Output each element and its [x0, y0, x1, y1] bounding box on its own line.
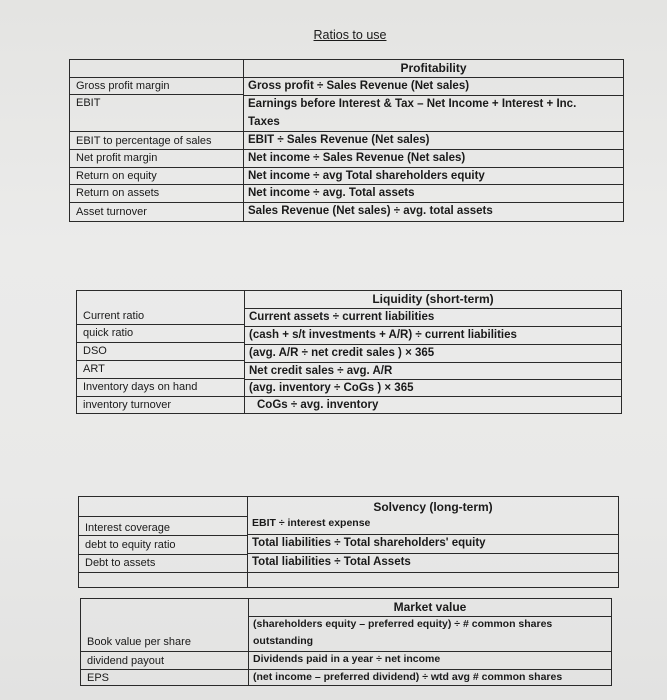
market-formulas: [248, 599, 611, 685]
formula-empty: [248, 573, 618, 587]
solvency-table: [78, 496, 619, 588]
formula-book-value-line1: (shareholders equity – preferred equity) ÷ # common shares: [253, 618, 553, 630]
formula-asset-turnover: Sales Revenue (Net sales) ÷ avg. total assets: [248, 205, 493, 217]
profitability-labels: [70, 60, 243, 221]
label-inventory-turnover: inventory turnover: [83, 399, 172, 411]
liquidity-formulas: [244, 291, 621, 413]
label-return-on-assets: Return on assets: [70, 185, 243, 203]
formula-ebit-line2: Taxes: [244, 114, 623, 132]
solvency-labels: [79, 497, 247, 587]
label-debt-to-equity: debt to equity ratio: [79, 536, 247, 555]
label-net-profit-margin: Net profit margin: [70, 150, 243, 168]
formula-inventory-days: (avg. inventory ÷ CoGs ) × 365: [245, 380, 621, 397]
formula-return-on-equity: Net income ÷ avg Total shareholders equity: [244, 168, 623, 185]
label-current-ratio: Current ratio: [77, 307, 244, 325]
liquidity-header: Liquidity (short-term): [245, 291, 621, 309]
label-dso: DSO: [77, 343, 244, 361]
label-quick-ratio: quick ratio: [77, 325, 244, 343]
formula-ebit-percentage-sales: EBIT ÷ Sales Revenue (Net sales): [244, 132, 623, 150]
formula-quick-ratio: (cash + s/t investments + A/R) ÷ current liabilities: [245, 327, 621, 345]
formula-dso: (avg. A/R ÷ net credit sales ) × 365: [245, 345, 621, 363]
market-header: Market value: [249, 599, 611, 617]
formula-book-value-line2: outstanding: [249, 634, 611, 652]
label-book-value-per-share: Book value per share: [81, 616, 248, 652]
formula-return-on-assets: Net income ÷ avg. Total assets: [244, 185, 623, 203]
formula-dividend-payout: Dividends paid in a year ÷ net income: [249, 652, 611, 670]
label-gross-profit-margin: Gross profit margin: [70, 77, 243, 95]
formula-art: Net credit sales ÷ avg. A/R: [245, 363, 621, 380]
formula-net-profit-margin: Net income ÷ Sales Revenue (Net sales): [244, 150, 623, 168]
solvency-header: Solvency (long-term): [373, 500, 493, 514]
liquidity-labels: [77, 291, 244, 413]
liquidity-table: [76, 290, 622, 414]
profitability-formulas: [243, 60, 623, 221]
formula-inventory-turnover: CoGs ÷ avg. inventory: [257, 399, 379, 411]
label-asset-turnover: Asset turnover: [76, 206, 147, 218]
formula-eps: (net income – preferred dividend) ÷ wtd avg # common shares: [253, 671, 563, 683]
market-labels: [81, 599, 248, 685]
profitability-header: Profitability: [244, 60, 623, 78]
label-inventory-days: Inventory days on hand: [77, 379, 244, 397]
formula-debt-to-equity: Total liabilities ÷ Total shareholders' equity: [248, 535, 618, 554]
label-art: ART: [77, 361, 244, 379]
label-return-on-equity: Return on equity: [70, 168, 243, 185]
label-dividend-payout: dividend payout: [81, 652, 248, 670]
label-interest-coverage: Interest coverage: [79, 516, 247, 536]
market-value-table: [80, 598, 612, 686]
formula-interest-coverage: EBIT ÷ interest expense: [248, 515, 618, 535]
formula-debt-to-assets: Total liabilities ÷ Total Assets: [248, 554, 618, 573]
page-title: Ratios to use: [313, 28, 387, 42]
label-eps: EPS: [87, 672, 110, 684]
solvency-formulas: [247, 497, 618, 587]
formula-current-ratio: Current assets ÷ current liabilities: [245, 309, 621, 327]
label-ebit: EBIT: [70, 95, 243, 132]
formula-gross-profit-margin: Gross profit ÷ Sales Revenue (Net sales): [244, 78, 623, 96]
label-debt-to-assets: Debt to assets: [79, 555, 247, 573]
label-ebit-percentage-sales: EBIT to percentage of sales: [70, 132, 243, 150]
profitability-table: [69, 59, 624, 222]
formula-ebit-line1: Earnings before Interest & Tax – Net Income + Interest + Inc.: [248, 98, 577, 110]
